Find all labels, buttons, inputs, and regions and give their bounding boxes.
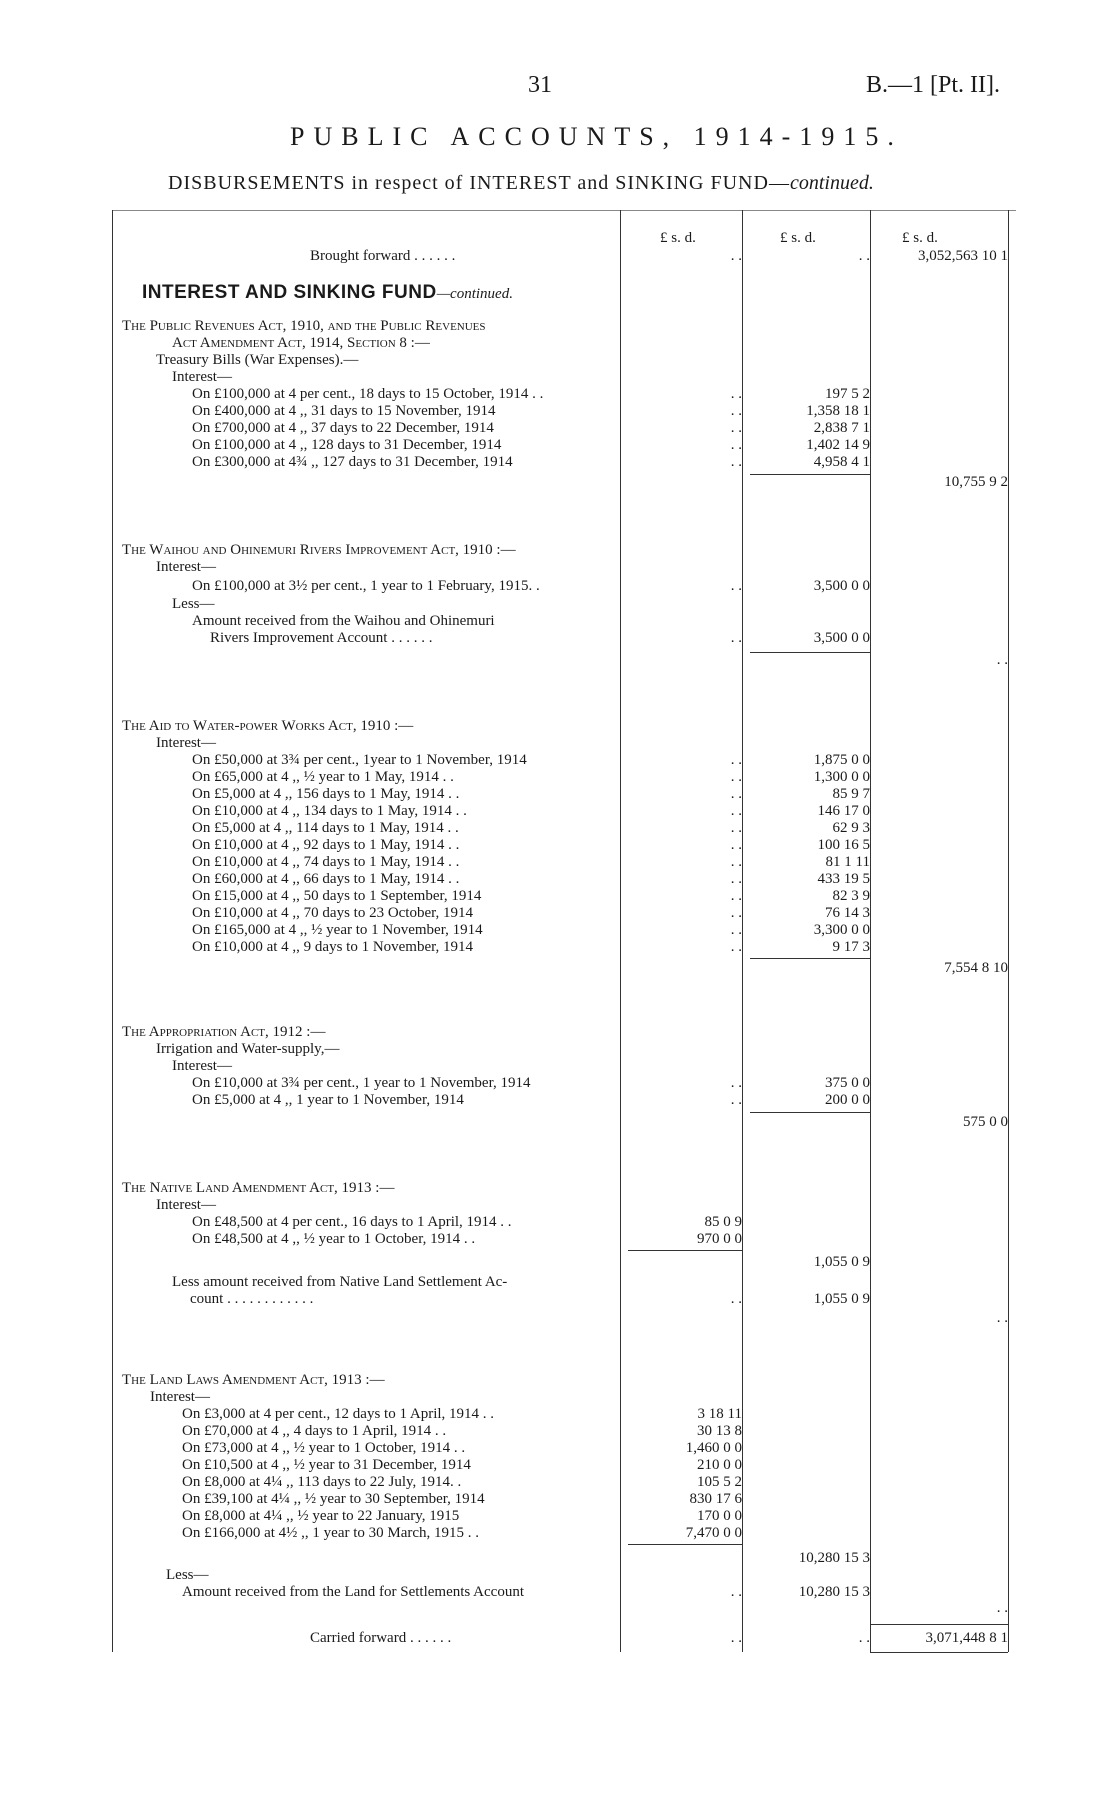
carried-forward-label: Carried forward . . . . . .	[310, 1630, 452, 1646]
item-text: On £15,000 at 4 ,, 50 days to 1 September, 1914	[192, 888, 482, 904]
subheading: Interest—	[156, 559, 216, 575]
item-c1: 1,460 0 0	[685, 1440, 742, 1456]
carried-forward-c2: . .	[858, 1630, 870, 1646]
item-text: On £10,000 at 4 ,, 74 days to 1 May, 1914 . .	[192, 854, 460, 870]
less-c2: 1,055 0 9	[813, 1291, 870, 1307]
item-c1: . .	[730, 1075, 742, 1091]
item-c2: 9 17 3	[832, 939, 870, 955]
sum-rule	[750, 958, 870, 959]
subheading: Treasury Bills (War Expenses).—	[156, 352, 359, 368]
item-c2: 375 0 0	[825, 1075, 870, 1091]
less-label: Less—	[172, 596, 215, 612]
item-c1: . .	[730, 386, 742, 402]
item-c1: . .	[730, 939, 742, 955]
subheading: Interest—	[156, 1197, 216, 1213]
item-text: On £70,000 at 4 ,, 4 days to 1 April, 1914 . .	[182, 1423, 447, 1439]
less-line: Amount received from the Waihou and Ohinemuri	[192, 613, 495, 629]
item-c1: 7,470 0 0	[685, 1525, 742, 1541]
item-c2: 85 9 7	[832, 786, 870, 802]
item-text: On £48,500 at 4 per cent., 16 days to 1 April, 1914 . .	[192, 1214, 512, 1230]
item-text: On £10,500 at 4 ,, ½ year to 31 December, 1914	[182, 1457, 471, 1473]
item-text: On £300,000 at 4¾ ,, 127 days to 31 December, 1914	[192, 454, 513, 470]
subheading: Interest—	[156, 735, 216, 751]
item-c2: 1,300 0 0	[813, 769, 870, 785]
item-text: On £50,000 at 3¾ per cent., 1year to 1 November, 1914	[192, 752, 527, 768]
item-c2: 433 19 5	[817, 871, 870, 887]
carried-forward-total: 3,071,448 8 1	[925, 1630, 1008, 1646]
item-c2: 2,838 7 1	[813, 420, 870, 436]
item-c1: . .	[730, 1092, 742, 1108]
brought-forward-label: Brought forward . . . . . .	[310, 248, 456, 264]
item-c1: 830 17 6	[689, 1491, 742, 1507]
col1-rule	[620, 210, 621, 1652]
section-total: . .	[996, 652, 1008, 668]
item-text: On £100,000 at 4 per cent., 18 days to 15 October, 1914 . .	[192, 386, 544, 402]
sum-rule	[870, 1624, 1008, 1625]
item-text: On £5,000 at 4 ,, 114 days to 1 May, 1914 . .	[192, 820, 459, 836]
act-title-line: The Land Laws Amendment Act, 1913 :—	[122, 1372, 385, 1388]
item-text: On £73,000 at 4 ,, ½ year to 1 October, 1914 . .	[182, 1440, 466, 1456]
less-c2: 10,280 15 3	[798, 1584, 870, 1600]
item-text: On £60,000 at 4 ,, 66 days to 1 May, 1914 . .	[192, 871, 460, 887]
act-title-line: Act Amendment Act, 1914, Section 8 :—	[172, 335, 430, 351]
item-c1: 210 0 0	[697, 1457, 742, 1473]
item-c1: . .	[730, 403, 742, 419]
item-text: On £400,000 at 4 ,, 31 days to 15 November, 1914	[192, 403, 496, 419]
subheading: Irrigation and Water-supply,—	[156, 1041, 340, 1057]
item-text: On £100,000 at 3½ per cent., 1 year to 1 February, 1915. .	[192, 578, 540, 594]
subheading: Interest—	[172, 369, 232, 385]
item-c2: 76 14 3	[825, 905, 870, 921]
item-text: On £5,000 at 4 ,, 156 days to 1 May, 1914 . .	[192, 786, 460, 802]
section-heading-text: INTEREST AND SINKING FUND	[142, 282, 437, 303]
item-c1: . .	[730, 820, 742, 836]
item-c1: 3 18 11	[697, 1406, 742, 1422]
less-c1: . .	[730, 1291, 742, 1307]
item-c2: 146 17 0	[817, 803, 870, 819]
document-reference: B.—1 [Pt. II].	[866, 72, 1000, 98]
item-text: On £166,000 at 4½ ,, 1 year to 30 March, 1915 . .	[182, 1525, 480, 1541]
subheading: Interest—	[172, 1058, 232, 1074]
page-subtitle	[168, 172, 874, 195]
act-title-line: The Native Land Amendment Act, 1913 :—	[122, 1180, 395, 1196]
bottom-rule	[870, 1652, 1008, 1653]
section-heading	[142, 282, 513, 304]
item-c2: 3,300 0 0	[813, 922, 870, 938]
item-c1: . .	[730, 752, 742, 768]
item-text: On £65,000 at 4 ,, ½ year to 1 May, 1914 . .	[192, 769, 454, 785]
section-total: . .	[996, 1600, 1008, 1616]
item-c1: . .	[730, 420, 742, 436]
item-c2: 82 3 9	[832, 888, 870, 904]
item-c1: . .	[730, 922, 742, 938]
item-text: On £100,000 at 4 ,, 128 days to 31 December, 1914	[192, 437, 502, 453]
less-c1: . .	[730, 630, 742, 646]
carried-forward-c1: . .	[730, 1630, 742, 1646]
item-text: On £39,100 at 4¼ ,, ½ year to 30 September, 1914	[182, 1491, 485, 1507]
less-line: Less amount received from Native Land Settlement Ac-	[172, 1274, 508, 1290]
item-text: On £10,000 at 4 ,, 92 days to 1 May, 1914 . .	[192, 837, 460, 853]
sum-rule	[628, 1250, 742, 1251]
col1-header: £ s. d.	[660, 230, 696, 246]
section-total: 575 0 0	[963, 1114, 1008, 1130]
act-title-line: The Public Revenues Act, 1910, and the Public Revenues	[122, 318, 486, 334]
section-total: . .	[996, 1310, 1008, 1326]
item-c2: 3,500 0 0	[813, 578, 870, 594]
item-c1: 170 0 0	[697, 1508, 742, 1524]
section-total: 10,755 9 2	[944, 474, 1008, 490]
item-c2: 62 9 3	[832, 820, 870, 836]
sum-rule	[750, 1112, 870, 1113]
page-number: 31	[528, 72, 552, 98]
item-c2: 4,958 4 1	[813, 454, 870, 470]
item-text: On £10,000 at 4 ,, 70 days to 23 October, 1914	[192, 905, 474, 921]
sum-rule	[750, 652, 870, 653]
item-text: On £10,000 at 4 ,, 134 days to 1 May, 1914 . .	[192, 803, 467, 819]
subtitle-italic: continued.	[789, 172, 874, 194]
item-c1: 970 0 0	[697, 1231, 742, 1247]
item-c2: 1,875 0 0	[813, 752, 870, 768]
less-line: Amount received from the Land for Settlements Account	[182, 1584, 524, 1600]
item-c1: . .	[730, 837, 742, 853]
item-text: On £8,000 at 4¼ ,, 113 days to 22 July, 1914. .	[182, 1474, 462, 1490]
section-subtotal: 10,280 15 3	[798, 1550, 870, 1566]
less-label: Less—	[166, 1567, 209, 1583]
item-text: On £48,500 at 4 ,, ½ year to 1 October, 1914 . .	[192, 1231, 476, 1247]
sum-rule	[750, 474, 870, 475]
col2-header: £ s. d.	[780, 230, 816, 246]
item-text: On £700,000 at 4 ,, 37 days to 22 December, 1914	[192, 420, 494, 436]
item-c1: 105 5 2	[697, 1474, 742, 1490]
act-title-line: The Aid to Water-power Works Act, 1910 :—	[122, 718, 414, 734]
less-line: Rivers Improvement Account . . . . . .	[210, 630, 433, 646]
less-line: count . . . . . . . . . . . .	[190, 1291, 314, 1307]
brought-forward-c1: . .	[730, 248, 742, 264]
item-c1: . .	[730, 803, 742, 819]
item-c2: 197 5 2	[825, 386, 870, 402]
item-c1: . .	[730, 871, 742, 887]
item-c2: 1,358 18 1	[806, 403, 870, 419]
item-text: On £165,000 at 4 ,, ½ year to 1 November, 1914	[192, 922, 483, 938]
act-title-line: The Appropriation Act, 1912 :—	[122, 1024, 326, 1040]
item-c1: . .	[730, 578, 742, 594]
col3-rule	[870, 210, 871, 1652]
item-c1: 30 13 8	[697, 1423, 742, 1439]
item-c1: . .	[730, 888, 742, 904]
item-c1: . .	[730, 905, 742, 921]
page-title: PUBLIC ACCOUNTS, 1914-1915.	[290, 122, 903, 151]
act-title-line: The Waihou and Ohinemuri Rivers Improvement Act, 1910 :—	[122, 542, 516, 558]
item-c2: 200 0 0	[825, 1092, 870, 1108]
section-subtotal: 1,055 0 9	[813, 1254, 870, 1270]
right-rule	[1008, 210, 1009, 1652]
subtitle-text: DISBURSEMENTS in respect of INTEREST and SINKING FUND—	[168, 172, 790, 194]
sum-rule	[628, 1544, 742, 1545]
item-c2: 1,402 14 9	[806, 437, 870, 453]
item-c1: . .	[730, 854, 742, 870]
brought-forward-total: 3,052,563 10 1	[918, 248, 1008, 264]
col3-header: £ s. d.	[902, 230, 938, 246]
section-heading-italic: —continued.	[436, 286, 513, 302]
item-c1: . .	[730, 769, 742, 785]
item-c1: . .	[730, 437, 742, 453]
less-c2: 3,500 0 0	[813, 630, 870, 646]
section-total: 7,554 8 10	[944, 960, 1008, 976]
item-c1: 85 0 9	[704, 1214, 742, 1230]
item-c1: . .	[730, 454, 742, 470]
item-text: On £10,000 at 3¾ per cent., 1 year to 1 November, 1914	[192, 1075, 531, 1091]
brought-forward-c2: . .	[858, 248, 870, 264]
less-c1: . .	[730, 1584, 742, 1600]
item-text: On £8,000 at 4¼ ,, ½ year to 22 January, 1915	[182, 1508, 460, 1524]
item-c1: . .	[730, 786, 742, 802]
item-c2: 100 16 5	[817, 837, 870, 853]
subheading: Interest—	[150, 1389, 210, 1405]
item-c2: 81 1 11	[825, 854, 870, 870]
col2-rule	[742, 210, 743, 1652]
item-text: On £3,000 at 4 per cent., 12 days to 1 April, 1914 . .	[182, 1406, 495, 1422]
left-rule	[112, 210, 113, 1652]
item-text: On £10,000 at 4 ,, 9 days to 1 November, 1914	[192, 939, 474, 955]
item-text: On £5,000 at 4 ,, 1 year to 1 November, 1914	[192, 1092, 464, 1108]
